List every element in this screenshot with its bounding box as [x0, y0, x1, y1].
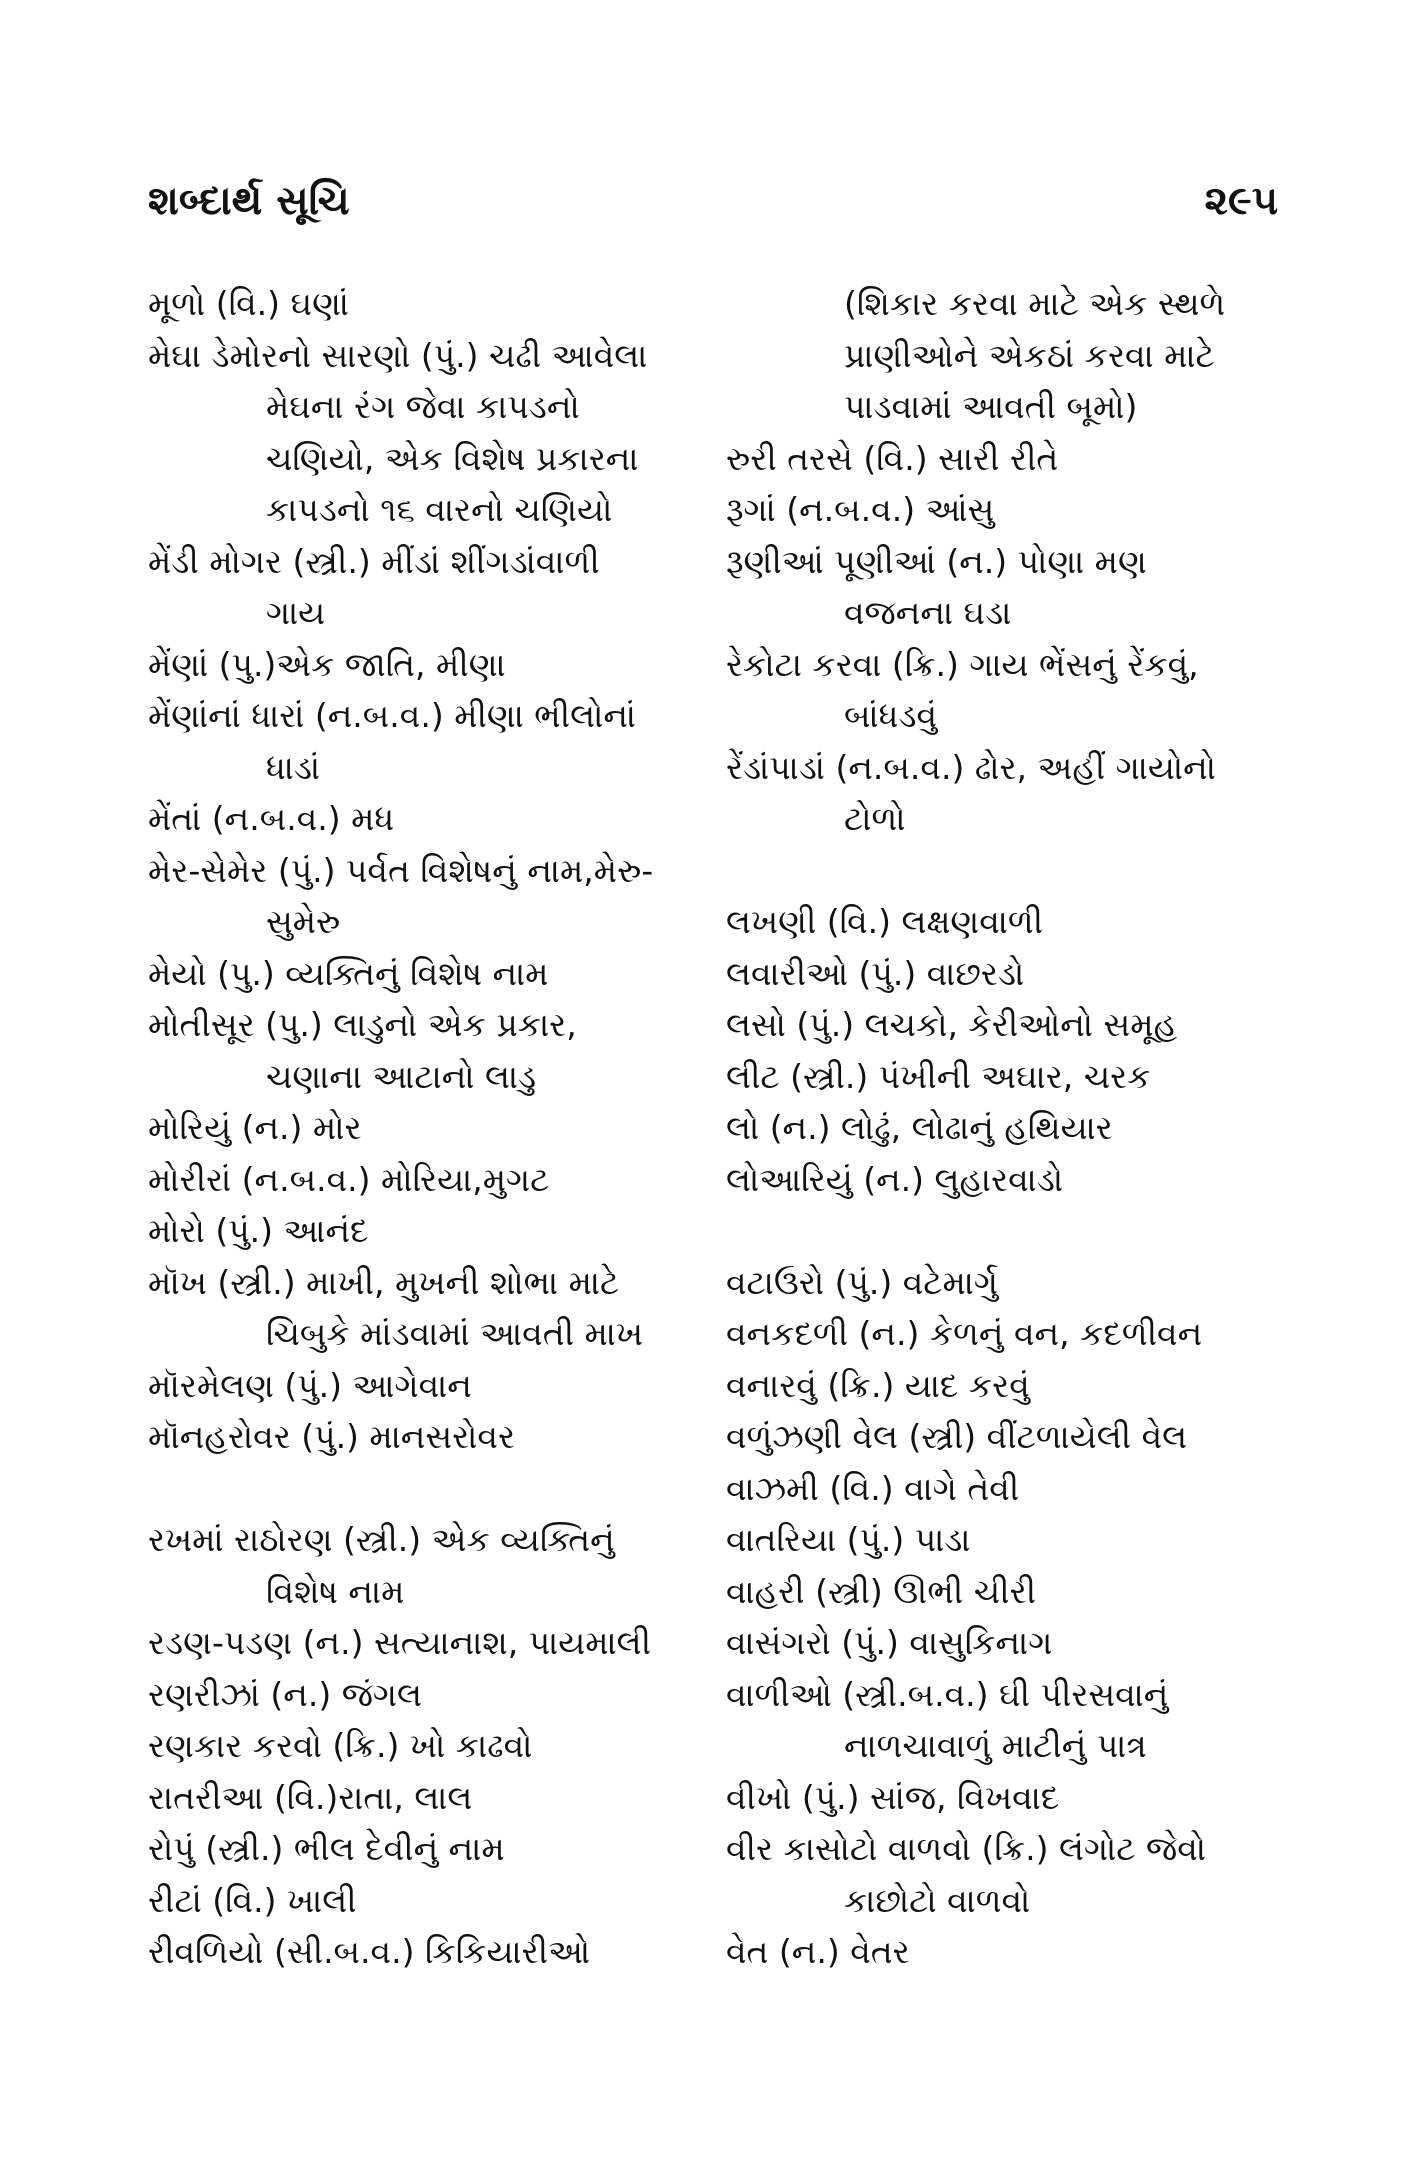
entry-line: રાતરીઆ (વિ.)રાતા, લાલ	[148, 1777, 473, 1817]
entry-line: વટાઉરો (પું.) વટેમાર્ગુ	[726, 1262, 998, 1302]
entry-continuation: પ્રાણીઓને એકઠાં કરવા માટે	[844, 335, 1215, 375]
entry-line: વનકદળી (ન.) કેળનું વન, કદળીવન	[726, 1314, 1203, 1353]
entry-line: વાઝમી (વિ.) વાગે તેવી	[726, 1468, 1020, 1508]
entry-line: રૂગાં (ન.બ.વ.) આંસુ	[726, 490, 995, 529]
running-head	[148, 178, 1278, 238]
entry-line: વાસંગરો (પું.) વાસુકિનાગ	[726, 1623, 1053, 1662]
entry-line: વાળીઓ (સ્ત્રી.બ.વ.) ઘી પીરસવાનું	[726, 1674, 1169, 1714]
entry-line: મેંણાં (પુ.)એક જાતિ, મીણા	[148, 644, 506, 684]
entry-continuation: પાડવામાં આવતી બૂમો)	[844, 387, 1138, 426]
entry-continuation: કાપડનો ૧૬ વારનો ચણિયો	[266, 490, 613, 529]
entry-continuation: (શિકાર કરવા માટે એક સ્થળે	[844, 284, 1226, 323]
entry-line: મૂળો (વિ.) ઘણાં	[148, 284, 349, 323]
left-column	[148, 278, 708, 1978]
entry-line: રખમાં રાઠોરણ (સ્ત્રી.) એક વ્યક્તિનું	[148, 1520, 615, 1559]
entry-spacer	[726, 1205, 1278, 1257]
entry-spacer	[148, 1463, 708, 1515]
entry-continuation: ધાડાં	[266, 747, 321, 787]
entry-continuation: મેઘના રંગ જેવા કાપડનો	[266, 387, 580, 426]
entry-continuation: બાંધડવું	[844, 696, 938, 735]
entry-continuation: વજનના ઘડા	[844, 593, 1012, 632]
right-column	[726, 278, 1278, 1978]
entry-continuation: ચણિયો, એક વિશેષ પ્રકારના	[266, 438, 639, 478]
entry-line: મેંણાંનાં ધારાં (ન.બ.વ.) મીણા ભીલોનાં	[148, 696, 636, 735]
entry-line: મોરો (પું.) આનંદ	[148, 1211, 369, 1250]
entry-spacer	[726, 845, 1278, 897]
entry-line: લખણી (વિ.) લક્ષણવાળી	[726, 902, 1044, 941]
entry-continuation: ચણાના આટાનો લાડુ	[266, 1056, 537, 1096]
entry-continuation: નાળચાવાળું માટીનું પાત્ર	[844, 1726, 1147, 1765]
entry-line: મેઘા ડેમોરનો સારણો (પું.) ચઢી આવેલા	[148, 335, 648, 375]
entry-continuation: સુમેરુ	[266, 902, 341, 941]
entry-line: મેર-સેમેર (પું.) પર્વત વિશેષનું નામ,મેરુ-	[148, 850, 654, 890]
entry-line: વનારવું (ક્રિ.) યાદ કરવું	[726, 1365, 1030, 1405]
entry-line: મૉનહરોવર (પું.) માનસરોવર	[148, 1417, 516, 1456]
entry-line: વીખો (પું.) સાંજ, વિખવાદ	[726, 1777, 1060, 1817]
entry-continuation: કાછોટો વાળવો	[844, 1880, 1031, 1920]
entry-line: લસો (પું.) લચકો, કેરીઓનો સમૂહ	[726, 1005, 1178, 1044]
entry-continuation: ચિબુકે માંડવામાં આવતી માખ	[266, 1314, 644, 1353]
entry-line: વાતરિયા (પું.) પાડા	[726, 1520, 971, 1559]
entry-line: લવારીઓ (પું.) વાછરડો	[726, 953, 1025, 993]
entry-line: રૂણીઆં પૂણીઆં (ન.) પોણા મણ	[726, 541, 1147, 581]
entry-line: મેયો (પુ.) વ્યક્તિનું વિશેષ નામ	[148, 953, 549, 993]
entry-line: લીટ (સ્ત્રી.) પંખીની અઘાર, ચરક	[726, 1056, 1151, 1096]
entry-line: વળુંઝણી વેલ (સ્ત્રી) વીંટળાયેલી વેલ	[726, 1417, 1188, 1456]
entry-line: રીવળિયો (સી.બ.વ.) કિકિયારીઓ	[148, 1932, 591, 1971]
entry-line: રીટાં (વિ.) ખાલી	[148, 1880, 357, 1920]
entry-line: મોરિયું (ન.) મોર	[148, 1108, 362, 1147]
entry-line: રણરીઝાં (ન.) જંગલ	[148, 1674, 422, 1714]
entry-line: મૉરમેલણ (પું.) આગેવાન	[148, 1365, 472, 1405]
entry-line: મેંડી મોગર (સ્ત્રી.) મીંડાં શીંગડાંવાળી	[148, 541, 600, 581]
entry-line: રણકાર કરવો (ક્રિ.) ખો કાઢવો	[148, 1726, 533, 1765]
entry-line: મોરીરાં (ન.બ.વ.) મોરિયા,મુગટ	[148, 1159, 550, 1199]
entry-line: લોઆરિયું (ન.) લુહારવાડો	[726, 1159, 1064, 1199]
entry-line: મોતીસૂર (પુ.) લાડુનો એક પ્રકાર,	[148, 1005, 577, 1044]
page-number: ૨૯૫	[1204, 178, 1278, 224]
entry-line: રેંડાંપાડાં (ન.બ.વ.) ઢોર, અહીં ગાયોનો	[726, 747, 1216, 787]
entry-line: મેંતાં (ન.બ.વ.) મધ	[148, 799, 395, 838]
entry-line: લો (ન.) લોઢું, લોઢાનું હથિયાર	[726, 1108, 1113, 1147]
entry-line: રડણ-પડણ (ન.) સત્યાનાશ, પાયમાલી	[148, 1623, 652, 1662]
entry-line: વીર કાસોટો વાળવો (ક્રિ.) લંગોટ જેવો	[726, 1829, 1207, 1868]
running-title: શબ્દાર્થ સૂચિ	[148, 178, 350, 224]
entry-line: રોપું (સ્ત્રી.) ભીલ દેવીનું નામ	[148, 1829, 505, 1868]
entry-line: વાહરી (સ્ત્રી) ઊભી ચીરી	[726, 1571, 1037, 1611]
entry-continuation: ગાય	[266, 593, 326, 632]
entry-continuation: ટોળો	[844, 799, 906, 838]
entry-line: મૉખ (સ્ત્રી.) માખી, મુખની શોભા માટે	[148, 1262, 620, 1302]
entry-line: વેત (ન.) વેતર	[726, 1932, 910, 1971]
entry-continuation: વિશેષ નામ	[266, 1571, 405, 1611]
entry-line: રુરી તરસે (વિ.) સારી રીતે	[726, 438, 1059, 478]
entry-line: રેકોટા કરવા (ક્રિ.) ગાય ભેંસનું રેંકવું,	[726, 644, 1199, 684]
